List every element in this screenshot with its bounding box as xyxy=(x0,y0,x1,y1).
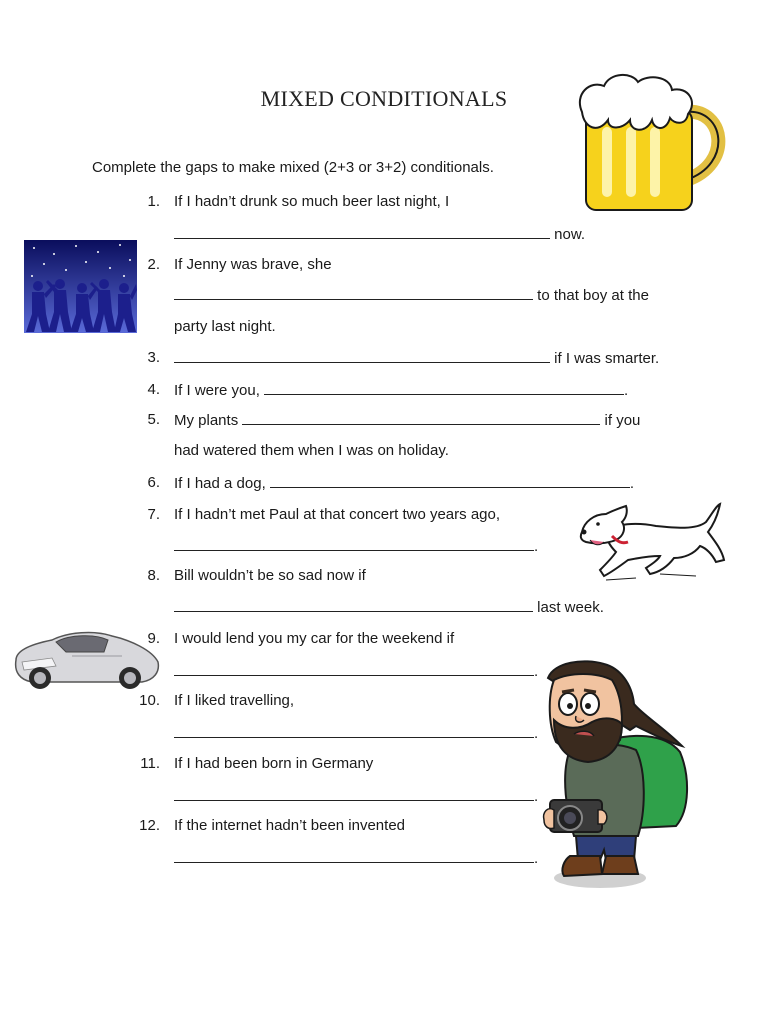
item-4-line xyxy=(174,380,628,401)
item-12-prompt: If the internet hadn’t been invented xyxy=(174,817,406,834)
item-8-suffix: last week. xyxy=(537,599,604,616)
item-11-prompt: If I had been born in Germany xyxy=(174,755,374,772)
item-6-line xyxy=(174,473,634,494)
item-9-answer-line xyxy=(174,661,538,682)
item-1-prompt: If I hadn’t drunk so much beer last night, I xyxy=(174,193,450,210)
party-dancers-image xyxy=(24,240,137,333)
answer-blank[interactable] xyxy=(174,723,534,738)
item-11-answer-line xyxy=(174,786,538,807)
item-number: 11. xyxy=(140,755,160,772)
item-number: 3. xyxy=(147,349,160,366)
item-2-continuation: party last night. xyxy=(174,318,276,335)
item-8-prompt: Bill wouldn’t be so sad now if xyxy=(174,567,366,584)
item-5-suffix: if you xyxy=(604,412,641,429)
dog-image xyxy=(576,500,728,582)
item-number: 6. xyxy=(147,474,160,491)
item-1-answer-line xyxy=(174,224,585,245)
answer-blank[interactable] xyxy=(174,348,550,363)
answer-blank[interactable] xyxy=(174,536,534,551)
answer-blank[interactable] xyxy=(242,410,600,425)
worksheet-title: MIXED CONDITIONALS xyxy=(260,86,508,111)
item-6-prefix: If I had a dog, xyxy=(174,475,266,492)
item-number: 10. xyxy=(139,692,160,709)
item-2-prompt: If Jenny was brave, she xyxy=(174,256,332,273)
item-7-prompt: If I hadn’t met Paul at that concert two years ago, xyxy=(174,506,501,523)
item-2-answer-line xyxy=(174,285,649,306)
item-1-suffix: now. xyxy=(554,226,586,243)
item-9-prompt: I would lend you my car for the weekend if xyxy=(174,630,455,647)
item-number: 8. xyxy=(147,567,160,584)
item-12-answer-line xyxy=(174,848,538,869)
item-10-answer-line xyxy=(174,723,538,744)
item-3-suffix: if I was smarter. xyxy=(554,350,660,367)
item-11-suffix: . xyxy=(534,788,539,805)
item-2-suffix: to that boy at the xyxy=(537,287,649,304)
item-number: 12. xyxy=(139,817,160,834)
answer-blank[interactable] xyxy=(174,661,534,676)
item-4-prefix: If I were you, xyxy=(174,382,260,399)
item-8-answer-line xyxy=(174,597,604,618)
item-7-answer-line xyxy=(174,536,538,557)
item-4-suffix: . xyxy=(624,382,629,399)
answer-blank[interactable] xyxy=(174,597,533,612)
answer-blank[interactable] xyxy=(270,473,630,488)
item-9-suffix: . xyxy=(534,663,539,680)
answer-blank[interactable] xyxy=(174,224,550,239)
item-3-answer-line xyxy=(174,348,659,369)
item-number: 5. xyxy=(147,411,160,428)
car-image xyxy=(12,626,162,690)
answer-blank[interactable] xyxy=(174,285,533,300)
item-5-line xyxy=(174,410,640,431)
item-number: 7. xyxy=(147,506,160,523)
traveller-image xyxy=(540,660,692,892)
answer-blank[interactable] xyxy=(174,848,534,863)
answer-blank[interactable] xyxy=(174,786,534,801)
item-10-prompt: If I liked travelling, xyxy=(174,692,295,709)
beer-mug-image xyxy=(574,72,728,216)
instructions: Complete the gaps to make mixed (2+3 or 3+2) conditionals. xyxy=(92,159,494,176)
item-5-prefix: My plants xyxy=(174,412,239,429)
item-6-suffix: . xyxy=(629,475,635,492)
item-number: 9. xyxy=(147,630,160,647)
item-number: 2. xyxy=(147,256,160,273)
item-7-suffix: . xyxy=(534,538,539,555)
answer-blank[interactable] xyxy=(264,380,624,395)
item-number: 1. xyxy=(147,193,160,210)
item-number: 4. xyxy=(147,381,160,398)
item-5-continuation: had watered them when I was on holiday. xyxy=(174,442,449,459)
item-10-suffix: . xyxy=(534,725,539,742)
item-12-suffix: . xyxy=(534,850,539,867)
